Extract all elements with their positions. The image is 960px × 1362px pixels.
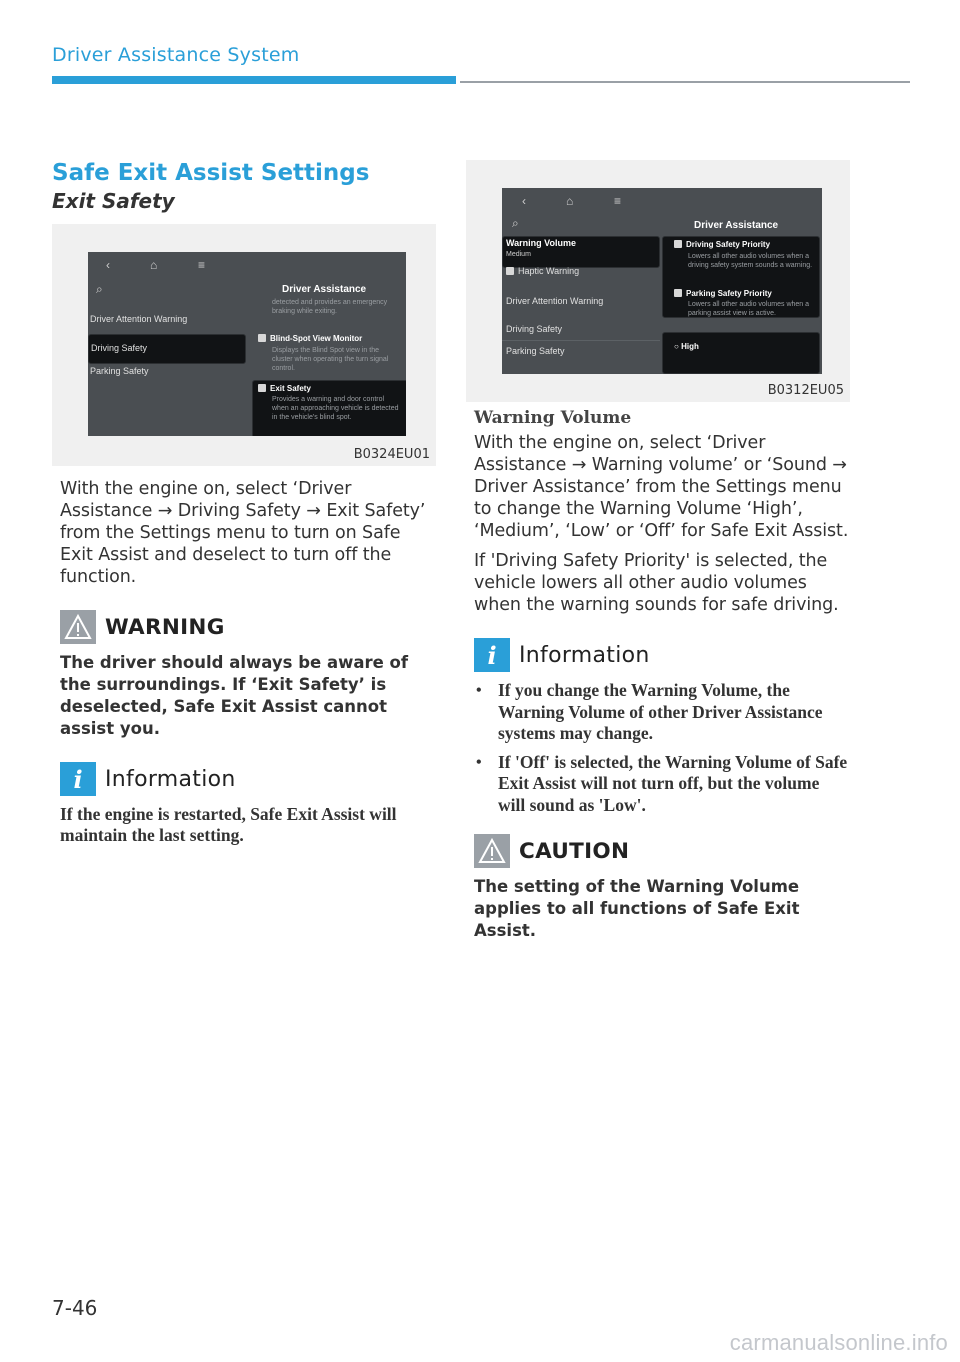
- figure-code: B0312EU05: [767, 383, 844, 398]
- screen-title: Driver Assistance: [694, 220, 779, 231]
- option-label: Blind-Spot View Monitor: [270, 334, 363, 343]
- info-icon: i: [60, 762, 96, 796]
- checkbox-icon: [258, 334, 266, 342]
- right-column: [466, 160, 850, 942]
- menu-divider: [502, 340, 660, 341]
- paragraph-driving-priority: If 'Driving Safety Priority' is selected, the vehicle lowers all other audio volumes when the warning sounds for safe driving.: [474, 551, 839, 615]
- warning-callout: [52, 610, 436, 740]
- menu-item-driver-attention: Driver Attention Warning: [90, 314, 188, 324]
- radio-option-high: ○ High: [674, 342, 699, 351]
- info-icon: i: [474, 638, 510, 672]
- header-accent-bar: [52, 76, 456, 84]
- option-label: Parking Safety Priority: [686, 289, 772, 298]
- back-icon: ‹: [522, 194, 526, 208]
- sub-title: Exit Safety: [52, 189, 175, 213]
- checkbox-icon: [506, 267, 514, 275]
- option-desc: Displays the Blind Spot view in the cluster when operating the turn signal control.: [272, 347, 389, 372]
- menu-item-driving-safety: Driving Safety: [91, 343, 148, 353]
- info-text: If the engine is restarted, Safe Exit Assist will maintain the last setting.: [60, 804, 397, 845]
- info-title: Information: [105, 766, 236, 792]
- checkbox-icon: [674, 289, 682, 297]
- search-icon: ⌕: [512, 216, 519, 230]
- paragraph-instructions: With the engine on, select ‘Driver Assistance → Driving Safety → Exit Safety’ from the Settings menu to turn on Safe Exit Assist and deselect to turn off the function.: [60, 479, 426, 587]
- option-desc: Lowers all other audio volumes when a driving safety system sounds a warning.: [688, 253, 813, 269]
- settings-screen: [502, 188, 822, 374]
- option-label: Driving Safety Priority: [686, 240, 771, 249]
- info-callout: [52, 762, 436, 846]
- menu-item-parking-safety: Parking Safety: [90, 366, 149, 376]
- menu-item-warning-volume: Warning Volume: [506, 238, 577, 248]
- settings-screen: [88, 252, 406, 436]
- watermark: carmanualsonline.info: [729, 1330, 948, 1355]
- warning-text: The driver should always be aware of the surroundings. If ‘Exit Safety’ is deselected, Safe Exit Assist cannot assist you.: [60, 653, 409, 738]
- caution-text: The setting of the Warning Volume applies to all functions of Safe Exit Assist.: [474, 877, 800, 940]
- home-icon: ⌂: [150, 258, 158, 272]
- home-icon: ⌂: [566, 194, 574, 208]
- back-icon: ‹: [106, 258, 110, 272]
- option-desc: Provides a warning and door control when an approaching vehicle is detected in the vehicle's blind spot.: [272, 396, 399, 421]
- figure-code: B0324EU01: [353, 447, 430, 462]
- left-column: [52, 158, 436, 846]
- info-callout: [466, 638, 850, 816]
- menu-icon: ≡: [198, 258, 206, 272]
- option-parking-safety-priority: [674, 289, 772, 298]
- page-header-title: Driver Assistance System: [52, 44, 300, 66]
- option-blind-spot: [258, 334, 362, 343]
- menu-item-driver-attention: Driver Attention Warning: [506, 296, 604, 306]
- option-driving-safety-priority: [674, 240, 770, 249]
- section-title: Safe Exit Assist Settings: [52, 160, 370, 186]
- caution-icon: [474, 834, 510, 868]
- radio-panel: [662, 332, 820, 374]
- menu-item-haptic: [506, 266, 579, 276]
- header-divider: [460, 81, 910, 83]
- option-label: Exit Safety: [270, 384, 311, 393]
- list-item: • If you change the Warning Volume, the Warning Volume of other Driver Assistance systems may change.: [474, 680, 850, 745]
- checkbox-icon: [258, 384, 266, 392]
- checkbox-icon: [674, 240, 682, 248]
- menu-item-label: Haptic Warning: [518, 266, 580, 276]
- list-item: • If 'Off' is selected, the Warning Volume of Safe Exit Assist will not turn off, but the volume will sound as 'Low'.: [474, 752, 850, 817]
- caution-callout: [466, 834, 850, 942]
- radio-label: High: [681, 342, 699, 351]
- menu-item-warning-volume-value: Medium: [506, 251, 531, 258]
- paragraph-warning-volume: With the engine on, select ‘Driver Assistance → Warning volume’ or ‘Sound → Driver Assistance’ from the Settings menu to change the Warning Volume ‘High’, ‘Medium’, ‘Low’ or ‘Off’ for Safe Exit Assist.: [474, 433, 849, 541]
- search-icon: ⌕: [96, 282, 103, 296]
- figure-exit-safety: [52, 224, 436, 466]
- menu-item-driving-safety: Driving Safety: [506, 324, 563, 334]
- screen-title: Driver Assistance: [282, 284, 367, 295]
- warning-icon: [60, 610, 96, 644]
- info-bullet-list: [474, 680, 850, 816]
- option-desc: Lowers all other audio volumes when a parking assist view is active.: [688, 301, 810, 317]
- page-number: 7-46: [52, 1296, 98, 1320]
- warning-title: WARNING: [105, 614, 225, 640]
- menu-icon: ≡: [614, 194, 622, 208]
- menu-item-parking-safety: Parking Safety: [506, 346, 565, 356]
- option-desc-top: detected and provides an emergency braking while exiting.: [272, 299, 388, 315]
- warning-volume-heading: Warning Volume: [474, 408, 632, 428]
- caution-title: CAUTION: [519, 838, 630, 864]
- info-title: Information: [519, 642, 650, 668]
- figure-warning-volume: [466, 160, 850, 402]
- option-exit-safety: [258, 384, 311, 393]
